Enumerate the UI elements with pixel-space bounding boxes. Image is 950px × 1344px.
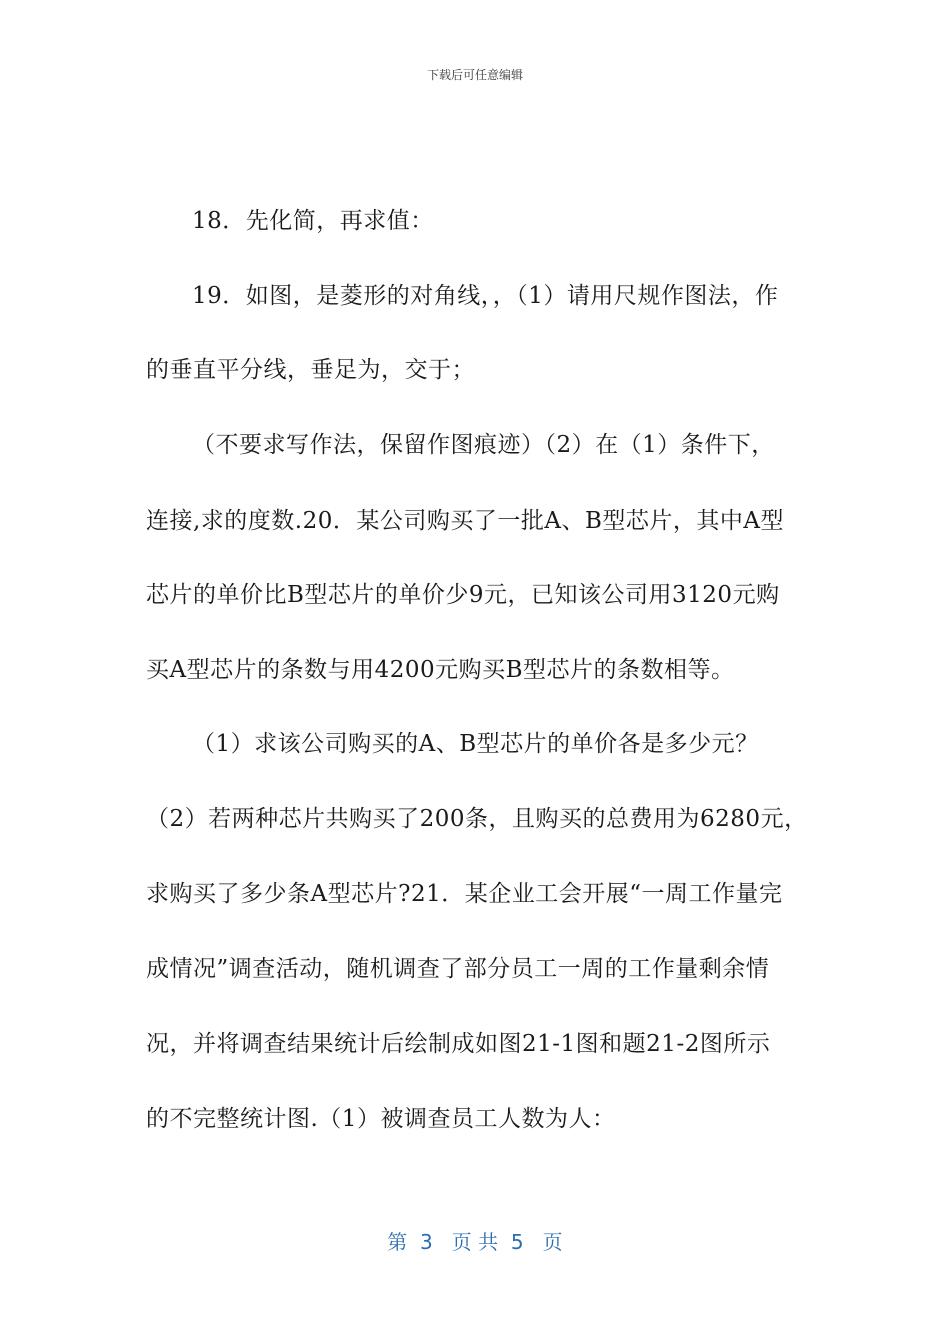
text-line-6: 芯片的单价比B型芯片的单价少9元，已知该公司用3120元购	[146, 582, 780, 608]
text-line-1: 18．先化简，再求值：	[192, 208, 434, 234]
text-line-5: 连接,求的度数.20．某公司购买了一批A、B型芯片，其中A型	[146, 508, 785, 534]
text-line-7: 买A型芯片的条数与用4200元购买B型芯片的条数相等。	[146, 657, 735, 683]
text-line-8: （1）求该公司购买的A、B型芯片的单价各是多少元？	[192, 731, 759, 757]
text-line-13: 的不完整统计图.（1）被调查员工人数为人：	[146, 1106, 616, 1132]
text-line-4: （不要求写作法，保留作图痕迹）（2）在（1）条件下，	[192, 432, 775, 458]
text-line-12: 况，并将调查结果统计后绘制成如图21-1图和题21-2图所示	[146, 1031, 771, 1057]
page-footer: 第 3 页 共 5 页	[387, 1230, 563, 1254]
text-line-10: 求购买了多少条A型芯片?21．某企业工会开展“一周工作量完	[146, 881, 783, 907]
text-line-3: 的垂直平分线，垂足为，交于；	[146, 357, 475, 383]
text-line-9: （2）若两种芯片共购买了200条，且购买的总费用为6280元，	[146, 806, 808, 832]
page-header: 下载后可任意编辑	[426, 68, 523, 82]
text-line-11: 成情况”调查活动，随机调查了部分员工一周的工作量剩余情	[146, 956, 770, 982]
text-line-2: 19．如图，是菱形的对角线，，（1）请用尺规作图法，作	[192, 283, 779, 309]
